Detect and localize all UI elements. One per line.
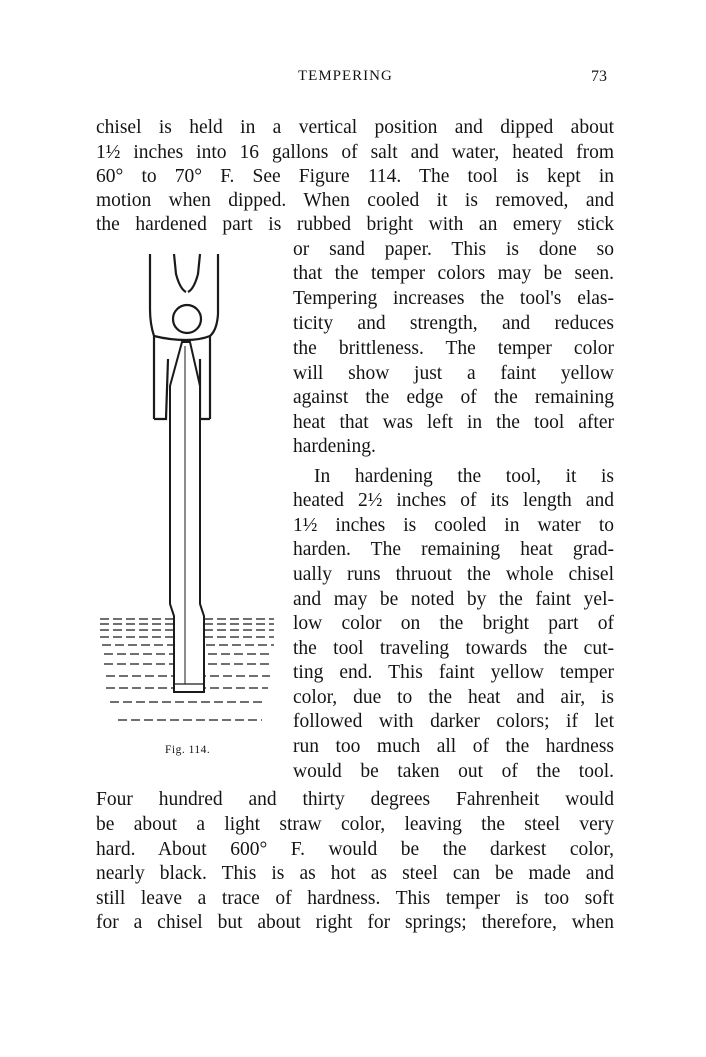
figure-114 <box>96 244 282 764</box>
text-line: heated 2½ inches of its length and <box>293 490 614 511</box>
text-line: Four hundred and thirty degrees Fahrenheit would <box>96 789 614 810</box>
text-line: 1½ inches into 16 gallons of salt and water, heated from <box>96 142 614 163</box>
chisel <box>170 342 204 692</box>
text-line: heat that was left in the tool after <box>293 412 614 433</box>
text-line: motion when dipped. When cooled it is removed, and <box>96 190 614 211</box>
text-line: followed with darker colors; if let <box>293 711 614 732</box>
text-line: the hardened part is rubbed bright with an emery stick <box>96 214 614 235</box>
text-line: would be taken out of the tool. <box>293 761 614 782</box>
text-line: and may be noted by the faint yel- <box>293 589 614 610</box>
text-line: for a chisel but about right for springs; therefore, when <box>96 912 614 933</box>
running-header <box>0 68 706 92</box>
chisel-in-water-illustration <box>96 244 282 744</box>
text-line: low color on the bright part of <box>293 613 614 634</box>
text-line: 1½ inches is cooled in water to <box>293 515 614 536</box>
text-line: harden. The remaining heat grad- <box>293 539 614 560</box>
text-line: run too much all of the hardness <box>293 736 614 757</box>
page-number: 73 <box>591 68 607 85</box>
text-line: that the temper colors may be seen. <box>293 263 614 284</box>
text-line: ually runs thruout the whole chisel <box>293 564 614 585</box>
text-line: hardening. <box>293 436 376 457</box>
running-title: TEMPERING <box>298 68 393 84</box>
text-line: chisel is held in a vertical position and dipped about <box>96 117 614 138</box>
text-line: Tempering increases the tool's elas- <box>293 288 614 309</box>
text-line: or sand paper. This is done so <box>293 239 614 260</box>
text-line: In hardening the tool, it is <box>314 466 614 487</box>
text-line: ticity and strength, and reduces <box>293 313 614 334</box>
text-line: be about a light straw color, leaving the steel very <box>96 814 614 835</box>
text-line: will show just a faint yellow <box>293 363 614 384</box>
text-line: against the edge of the remaining <box>293 387 614 408</box>
text-line: color, due to the heat and air, is <box>293 687 614 708</box>
text-line: the brittleness. The temper color <box>293 338 614 359</box>
text-line: still leave a trace of hardness. This temper is too soft <box>96 888 614 909</box>
text-line: ting end. This faint yellow temper <box>293 662 614 683</box>
text-line: the tool traveling towards the cut- <box>293 638 614 659</box>
figure-caption: Fig. 114. <box>165 744 211 756</box>
text-line: hard. About 600° F. would be the darkest color, <box>96 839 614 860</box>
text-line: 60° to 70° F. See Figure 114. The tool is kept in <box>96 166 614 187</box>
text-line: nearly black. This is as hot as steel can be made and <box>96 863 614 884</box>
